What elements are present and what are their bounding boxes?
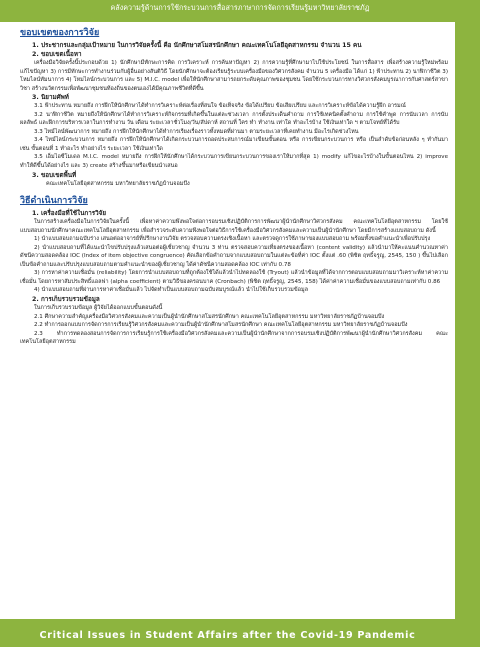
paragraph-data-collection: ในการเก็บรวบรวมข้อมูล ผู้วิจัยได้ออกแบบขั้นตอนดังนี้ bbox=[34, 305, 163, 312]
section-title-methodology: วิธีดำเนินการวิจัย bbox=[20, 196, 88, 207]
collection-step-2-2: 2.2 ทำการออกแบบการจัดการการเรียนรู้วิศวกรสังคมและความเป็นผู้นำนักศึกษาสโมสรนักศึกษา คณะเทคโนโลยีอุตสาหกรรม มหาวิทยาลัยราชภัฏบ้านจอมบึง bbox=[34, 322, 408, 329]
instrument-step-4: 4) นำแบบสอบถามที่ผ่านการหาค่าเชื่อมั่นแล้ว ไปจัดทำเป็นแบบสอบถามฉบับสมบูรณ์แล้ว นำไปใช้เก็บรวบรวมข้อมูล bbox=[34, 287, 308, 294]
article-content bbox=[20, 28, 448, 347]
footer-title: Critical Issues in Student Affairs after the Covid-19 Pandemic bbox=[39, 630, 416, 641]
subheading-population: 1. ประชากรและกลุ่มเป้าหมาย ในการวิจัยครั้งนี้ คือ นักศึกษาสโมสรนักศึกษา คณะเทคโนโลยีอุตสาหกรรม จำนวน 15 คน bbox=[32, 42, 362, 49]
instrument-step-3: 3) การหาค่าความเชื่อมั่น (reliability) โดยการนำแบบสอบถามที่ถูกต้องใช้ได้แล้วนำไปทดลองใช้ (Tryout) แล้วนำข้อมูลที่ได้จากการตอบแบบสอบถามมาวิเคราะห์หาค่าความเชื่อมั่น โดยการหาสัมประสิทธิ์แอลฟา (alpha coefficient) ตามวิธีของครอนบาค (Cronbach) (พิชิต ฤทธิ์จรูญ, 2545, 158) ได้ค่าค่าความเชื่อมั่นของแบบสอบถามเท่ากับ 0.86 bbox=[20, 270, 448, 285]
subheading-data-collection: 2. การเก็บรวบรวมข้อมูล bbox=[32, 296, 100, 304]
paragraph-area-scope: คณะเทคโนโลยีอุตสาหกรรม มหาวิทยาลัยราชภัฏบ้านจอมบึง bbox=[46, 180, 190, 187]
collection-step-2-1: 2.1 ศึกษาความสำคัญเครื่องมือวิศวกรสังคมและความเป็นผู้นำนักศึกษาสโมสรนักศึกษา คณะเทคโนโลยีอุตสาหกรรม มหาวิทยาลัยราชภัฏบ้านจอมบึง bbox=[34, 313, 385, 320]
subheading-definitions: 3. นิยามศัพท์ bbox=[32, 94, 69, 102]
page-body bbox=[0, 22, 455, 619]
running-header: คลังความรู้ด้านการใช้กระบวนการสื่อสารภาษาการจัดการเรียนรู้มหาวิทยาลัยราชภัฏ bbox=[110, 3, 370, 12]
definition-3-2: 3.2 นาฬิกาชีวิต หมายถึงให้นักศึกษาได้ทำการวิเคราะห์กิจกรรมที่เกิดขึ้นในแต่ละช่วงเวลา การตั้งประเด็นคำถาม การใช้เทคนิคตั้งคำถาม การใช้คำพูด การนับเวลา การนับผลลัพธ์ และฝึกการบริหารเวลาในการทำงาน วัน เดือน ระยะเวลาชั่วโมง/วัน/สัปดาห์ สถานที่ ใคร ทำ ทำงาน เท่าใด ทำอะไรบ้าง ใช้เงินเท่าใด ฯ ตามโจทย์ที่ได้รับ bbox=[20, 111, 448, 127]
definition-3-4: 3.4 ไทม์ไลน์กระบวนการ หมายถึง การฝึกให้นักศึกษาได้เกิดกระบวนการถอดประสบการณ์มาเขียนขั้นตอน หรือ การเขียนกระบวนการ หรือ เป็นลำดับข้อก่อนหลัง ๆ ทำกันมา เช่น ขั้นตอนที่ 1 ทำอะไร ทำอย่างไร ระยะเวลา ใช้เงินเท่าใด bbox=[20, 137, 448, 152]
section-title-scope: ขอบเขตของการวิจัย bbox=[20, 28, 100, 38]
definition-3-5: 3.5 เอ็มไอซีโมเดล M.I.C. model หมายถึง การฝึกให้นักศึกษาได้กระบวนการเขียนกระบวนการของเราให้มากที่สุด 1) modify แก้ไขอะไรบ้างในขั้นตอนไหน 2) improve ทำให้ดีขึ้นได้อย่างไร และ 3) create สร้างขึ้นมาหรือเขียนนำเสนอ bbox=[20, 154, 448, 170]
paragraph-instruments: ในการสร้างเครื่องมือในการวิจัยในครั้งนี้ เพื่อหาค่าความพึงพอใจต่อการอบรมเชิงปฏิบัติการการพัฒนาผู้นำนักศึกษาวิศวกรสังคม คณะเทคโนโลยีอุตสาหกรรม โดยใช้แบบสอบถามนักศึกษาคณะเทคโนโลยีอุตสาหกรรม เพื่อสำรวจระดับความพึงพอใจต่อวิธีการใช้เครื่องมือวิศวกรสังคมและความเป็นผู้นำนักศึกษา โดยมีการสร้างแบบสอบถาม ดังนี้ bbox=[20, 219, 448, 234]
definition-3-3: 3.3 ไทม์ไลน์พัฒนาการ หมายถึง การฝึกให้นักศึกษาได้ทำการเรียงเรื่องราวทั้งหมดที่ผ่านมา ตามระยะเวลาที่เคยทำงาน มีอะไรเกิดช่วงไหน bbox=[34, 128, 359, 135]
collection-step-2-3: 2.3 ทำการทดลองสอนการจัดการการเรียนรู้การใช้เครื่องมือวิศวกรสังคมและความเป็นผู้นำนักศึกษาจากการอบรมเชิงปฏิบัติการพัฒนาผู้นำนักศึกษาวิศวกรสังคม คณะเทคโนโลยีอุตสาหกรรม bbox=[20, 330, 448, 346]
instrument-step-1: 1) นำแบบสอบถามฉบับร่าง เสนอต่ออาจารย์ที่ปรึกษางานวิจัย ตรวจสอบความตรงเชิงเนื้อหา และตรวจดูการใช้ภาษาของแบบสอบถาม พร้อมทั้งขอคำแนะนำเพื่อปรับปรุง bbox=[34, 236, 431, 243]
definition-3-1: 3.1 ฟ้าประทาน หมายถึง การฝึกให้นักศึกษาได้ทำการวิเคราะห์ต่อเรื่องที่สนใจ ข้อเท็จจริง ข้อได้เปรียบ ข้อเสียเปรียบ และการวิเคราะห์ข้อได้ความรู้ฝึก อารมณ์ bbox=[34, 103, 406, 110]
instrument-step-2: 2) นำแบบสอบถามที่ได้แนะนำไขปรับปรุงแล้วเสนอต่อผู้เชี่ยวชาญ จำนวน 3 ท่าน ตรวจสอบความเที่ยงตรงของเนื้อหา (content validity) แล้วนำมาให้คะแนนคำนวณหาค่าดัชนีความสอดคล้อง IOC (Index of item objective congruence) คัดเลือกข้อคำถามจากแบบสอบถามในแต่ละข้อที่ค่า IOC ตั้งแต่ .60 (พิชิต ฤทธิ์จรูญ, 2545, 150 ) ขึ้นไปเลือกเป็นข้อคำถามและปรับปรุงแบบสอบถามตามคำแนะนำของผู้เชี่ยวชาญ ได้ค่าดัชนีความสอดคล้อง IOC เท่ากับ 0.78 bbox=[20, 244, 448, 268]
subheading-area-scope: 3. ขอบเขตพื้นที่ bbox=[32, 171, 77, 179]
subheading-content-scope: 2. ขอบเขตเนื้อหา bbox=[32, 51, 82, 58]
paragraph-content-scope: เครื่องมือวิจัยครั้งนี้ประกอบด้วย 1) นักศึกษามีทักษะการคิด การวิเคราะห์ การค้นหาปัญหา 2) การความรู้ที่ศึกษามาไปใช้ประโยชน์ ในการสื่อสาร เพื่อสร้างความรู้ใหม่พร้อมแก้ไขปัญหา 3) การมีทักษะการทำงานร่วมกับผู้อื่นอย่างสันติวิธี โดยนักศึกษาจะต้องเรียนรู้ระบบเครื่องมือของวิศวกรสังคม จำนวน 5 เครื่องมือ ได้แก่ 1) ฟ้าประทาน 2) นาฬิกาชีวิต 3) โหมไลน์ทัมนาการ 4) โหมไลน์กระบวนการ และ 5) M.I.C. model เพื่อให้นักศึกษาสามารถยกระดับคุณภาพของชุมชน โดยใช้กระบวนการทางวิศวกรสังคมบูรณาการกับศาสตร์สาขาวิชา สร้างนวัตกรรมเพื่อพัฒนาชุมชนท้องถิ่นของตนเองได้มีคุณภาพชีวิตที่ดีขึ้น bbox=[20, 60, 448, 92]
subheading-instruments: 1. เครื่องมือที่ใช้ในการวิจัย bbox=[32, 210, 107, 218]
